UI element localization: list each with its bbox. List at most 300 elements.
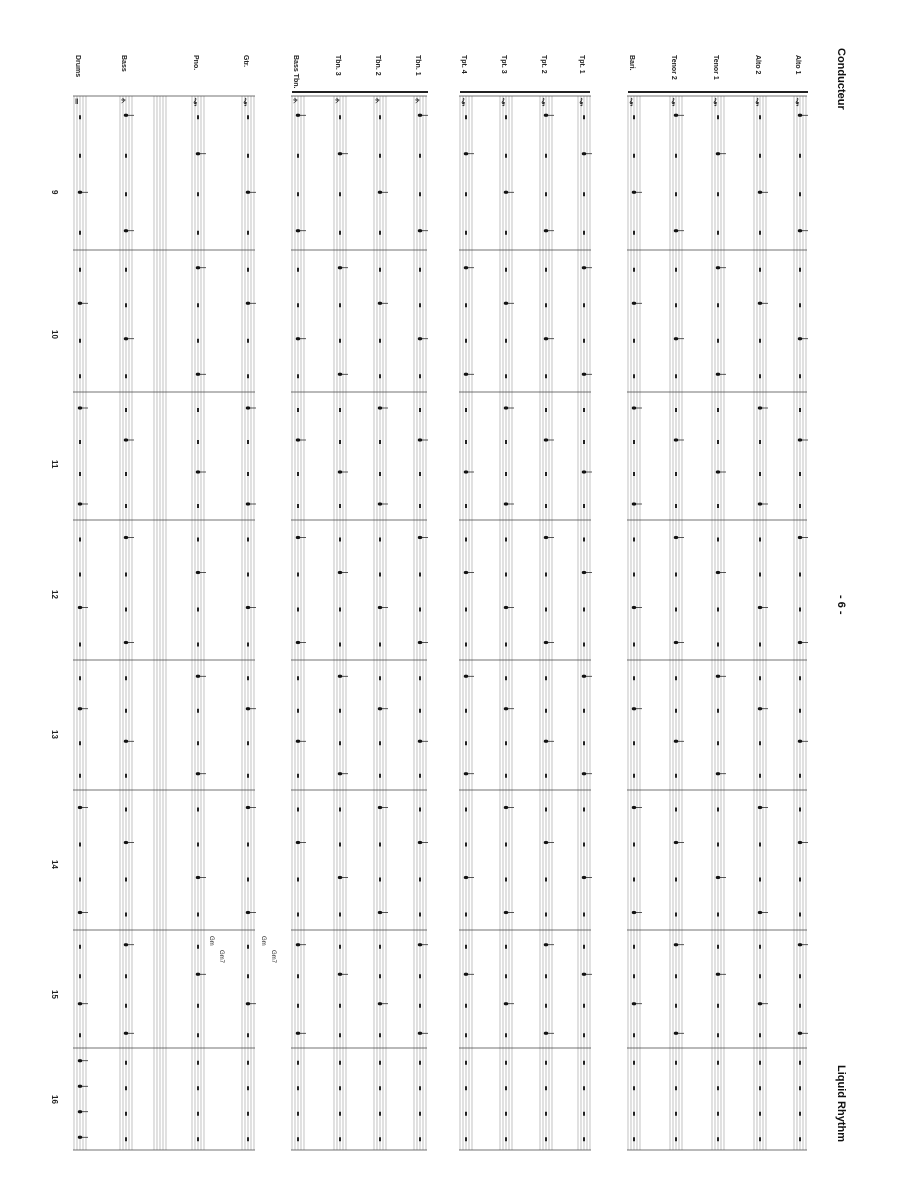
- staff-label: Alto 1: [794, 55, 801, 75]
- notehead: [716, 266, 720, 269]
- rest-mark: [79, 741, 81, 745]
- notehead: [78, 911, 82, 914]
- rest-mark: [799, 608, 801, 612]
- rest-mark: [583, 709, 585, 713]
- rest-mark: [799, 408, 801, 412]
- rest-mark: [799, 472, 801, 476]
- notehead: [246, 1002, 250, 1005]
- rest-mark: [379, 440, 381, 444]
- notehead: [758, 911, 762, 914]
- notehead: [504, 806, 508, 809]
- rest-mark: [79, 774, 81, 778]
- staff-label: Tpt. 2: [540, 55, 547, 74]
- rest-mark: [717, 115, 719, 119]
- notehead: [464, 266, 468, 269]
- rest-mark: [197, 1137, 199, 1141]
- rest-mark: [505, 374, 507, 378]
- rest-mark: [505, 268, 507, 272]
- rest-mark: [505, 538, 507, 542]
- notehead: [674, 229, 678, 232]
- rest-mark: [545, 709, 547, 713]
- rest-mark: [297, 408, 299, 412]
- rest-mark: [419, 573, 421, 577]
- rest-mark: [799, 774, 801, 778]
- rest-mark: [545, 676, 547, 680]
- notehead: [758, 502, 762, 505]
- rest-mark: [379, 843, 381, 847]
- rest-mark: [79, 1033, 81, 1037]
- notehead: [674, 641, 678, 644]
- rest-mark: [583, 440, 585, 444]
- notehead: [582, 571, 586, 574]
- notehead: [418, 229, 422, 232]
- clef-icon: 𝄞: [193, 99, 198, 106]
- rest-mark: [759, 472, 761, 476]
- rest-mark: [465, 1137, 467, 1141]
- rest-mark: [545, 913, 547, 917]
- rest-mark: [197, 1061, 199, 1065]
- notehead: [124, 229, 128, 232]
- notehead: [296, 1032, 300, 1035]
- notehead: [798, 114, 802, 117]
- rest-mark: [79, 573, 81, 577]
- notehead: [124, 841, 128, 844]
- rest-mark: [419, 878, 421, 882]
- rest-mark: [247, 115, 249, 119]
- rest-mark: [675, 374, 677, 378]
- rest-mark: [339, 808, 341, 812]
- rest-mark: [675, 808, 677, 812]
- rest-mark: [675, 709, 677, 713]
- notehead: [504, 1002, 508, 1005]
- rest-mark: [545, 974, 547, 978]
- rest-mark: [633, 1086, 635, 1090]
- rest-mark: [247, 339, 249, 343]
- rest-mark: [717, 945, 719, 949]
- notehead: [418, 536, 422, 539]
- rest-mark: [583, 1086, 585, 1090]
- rest-mark: [633, 774, 635, 778]
- rest-mark: [419, 303, 421, 307]
- rest-mark: [379, 1112, 381, 1116]
- clef-icon: 𝄢: [121, 99, 126, 106]
- rest-mark: [419, 1086, 421, 1090]
- notehead: [246, 406, 250, 409]
- rest-mark: [197, 192, 199, 196]
- rest-mark: [297, 303, 299, 307]
- rest-mark: [247, 1033, 249, 1037]
- measure-number: 16: [50, 1095, 59, 1104]
- rest-mark: [465, 608, 467, 612]
- rest-mark: [379, 154, 381, 158]
- rest-mark: [545, 808, 547, 812]
- rest-mark: [339, 741, 341, 745]
- rest-mark: [125, 504, 127, 508]
- notehead: [296, 740, 300, 743]
- notehead: [716, 152, 720, 155]
- notehead: [544, 841, 548, 844]
- rest-mark: [339, 1137, 341, 1141]
- notehead: [674, 337, 678, 340]
- rest-mark: [197, 1004, 199, 1008]
- rest-mark: [465, 538, 467, 542]
- rest-mark: [799, 878, 801, 882]
- rest-mark: [125, 154, 127, 158]
- rest-mark: [505, 472, 507, 476]
- notes-layer: [78, 114, 808, 1142]
- clef-icon: 𝄞: [713, 99, 718, 106]
- rest-mark: [247, 945, 249, 949]
- notehead: [544, 740, 548, 743]
- rest-mark: [379, 573, 381, 577]
- rest-mark: [125, 1112, 127, 1116]
- rest-mark: [419, 504, 421, 508]
- rest-mark: [545, 504, 547, 508]
- rest-mark: [675, 1112, 677, 1116]
- staff-label: Pno.: [192, 55, 199, 71]
- measure-number: 9: [50, 190, 59, 195]
- rest-mark: [505, 676, 507, 680]
- chord-symbol: Gm: [260, 936, 266, 946]
- rest-mark: [633, 843, 635, 847]
- rest-mark: [339, 1033, 341, 1037]
- rest-mark: [297, 374, 299, 378]
- rest-mark: [247, 440, 249, 444]
- rest-mark: [339, 192, 341, 196]
- rest-mark: [339, 1004, 341, 1008]
- rest-mark: [717, 808, 719, 812]
- rest-mark: [339, 339, 341, 343]
- rest-mark: [717, 440, 719, 444]
- rest-mark: [633, 974, 635, 978]
- rest-mark: [297, 573, 299, 577]
- rest-mark: [799, 268, 801, 272]
- notehead: [544, 536, 548, 539]
- rest-mark: [379, 1086, 381, 1090]
- notehead: [338, 152, 342, 155]
- rest-mark: [799, 504, 801, 508]
- rest-mark: [583, 538, 585, 542]
- rest-mark: [505, 741, 507, 745]
- notehead: [716, 373, 720, 376]
- rest-mark: [79, 115, 81, 119]
- rest-mark: [717, 504, 719, 508]
- rest-mark: [247, 1112, 249, 1116]
- staff-label: Tbn. 2: [374, 55, 381, 76]
- rest-mark: [197, 339, 199, 343]
- notehead: [196, 571, 200, 574]
- notehead: [716, 973, 720, 976]
- notehead: [196, 152, 200, 155]
- notehead: [78, 406, 82, 409]
- rest-mark: [759, 231, 761, 235]
- rest-mark: [339, 1086, 341, 1090]
- notehead: [582, 470, 586, 473]
- rest-mark: [247, 154, 249, 158]
- notehead: [338, 675, 342, 678]
- rest-mark: [465, 945, 467, 949]
- rest-mark: [247, 774, 249, 778]
- staff-15: [120, 96, 132, 1150]
- rest-mark: [297, 192, 299, 196]
- notehead: [544, 114, 548, 117]
- rest-mark: [633, 154, 635, 158]
- rest-mark: [759, 440, 761, 444]
- rest-mark: [759, 643, 761, 647]
- rest-mark: [633, 1061, 635, 1065]
- rest-mark: [197, 1033, 199, 1037]
- rest-mark: [379, 974, 381, 978]
- rest-mark: [465, 231, 467, 235]
- notehead: [418, 943, 422, 946]
- rest-mark: [505, 1112, 507, 1116]
- rest-mark: [197, 843, 199, 847]
- rest-mark: [583, 339, 585, 343]
- rest-mark: [505, 573, 507, 577]
- rest-mark: [247, 974, 249, 978]
- rest-mark: [583, 1061, 585, 1065]
- notehead: [78, 1085, 82, 1088]
- notehead: [296, 943, 300, 946]
- rest-mark: [799, 974, 801, 978]
- rest-mark: [79, 268, 81, 272]
- rest-mark: [297, 154, 299, 158]
- notehead: [78, 806, 82, 809]
- rest-mark: [419, 408, 421, 412]
- rest-mark: [465, 408, 467, 412]
- rest-mark: [545, 154, 547, 158]
- rest-mark: [583, 643, 585, 647]
- rest-mark: [545, 774, 547, 778]
- rest-mark: [339, 843, 341, 847]
- notehead: [196, 266, 200, 269]
- rest-mark: [505, 878, 507, 882]
- measure-number: 10: [50, 330, 59, 339]
- rest-mark: [633, 741, 635, 745]
- rest-mark: [465, 808, 467, 812]
- rest-mark: [465, 1061, 467, 1065]
- rest-mark: [759, 1112, 761, 1116]
- notehead: [246, 302, 250, 305]
- rest-mark: [197, 115, 199, 119]
- rest-mark: [545, 573, 547, 577]
- clef-icon: 𝄢: [375, 99, 380, 106]
- rest-mark: [675, 676, 677, 680]
- notehead: [338, 470, 342, 473]
- rest-mark: [379, 878, 381, 882]
- notehead: [758, 606, 762, 609]
- rest-mark: [717, 709, 719, 713]
- chord-symbol: Gm7: [218, 950, 224, 964]
- notehead: [504, 302, 508, 305]
- rest-mark: [675, 1137, 677, 1141]
- rest-mark: [79, 472, 81, 476]
- rest-mark: [79, 538, 81, 542]
- notehead: [798, 536, 802, 539]
- clef-icon: 𝄞: [671, 99, 676, 106]
- rest-mark: [717, 1112, 719, 1116]
- rest-mark: [759, 843, 761, 847]
- rest-mark: [675, 303, 677, 307]
- rest-mark: [247, 676, 249, 680]
- rest-mark: [633, 268, 635, 272]
- notehead: [544, 641, 548, 644]
- notehead: [418, 641, 422, 644]
- rest-mark: [505, 1086, 507, 1090]
- staff-label: Tenor 2: [670, 55, 677, 80]
- rest-mark: [465, 1004, 467, 1008]
- rest-mark: [583, 608, 585, 612]
- notehead: [78, 191, 82, 194]
- chord-symbol: Gm: [208, 936, 214, 946]
- notehead: [296, 841, 300, 844]
- rest-mark: [545, 408, 547, 412]
- notehead: [504, 606, 508, 609]
- notehead: [196, 876, 200, 879]
- staff-labels-layer: [74, 55, 801, 89]
- rest-mark: [197, 709, 199, 713]
- rest-mark: [297, 1061, 299, 1065]
- clef-icon: ‖: [75, 99, 79, 106]
- notehead: [632, 406, 636, 409]
- notehead: [418, 337, 422, 340]
- rest-mark: [125, 408, 127, 412]
- notehead: [338, 772, 342, 775]
- rest-mark: [247, 741, 249, 745]
- notehead: [632, 911, 636, 914]
- notehead: [378, 191, 382, 194]
- rest-mark: [505, 1137, 507, 1141]
- notehead: [78, 302, 82, 305]
- rest-mark: [379, 774, 381, 778]
- rest-mark: [297, 774, 299, 778]
- rest-mark: [505, 231, 507, 235]
- notehead: [418, 841, 422, 844]
- rest-mark: [379, 741, 381, 745]
- rest-mark: [297, 1112, 299, 1116]
- notehead: [544, 229, 548, 232]
- rest-mark: [799, 808, 801, 812]
- rest-mark: [717, 1033, 719, 1037]
- rest-mark: [465, 339, 467, 343]
- notehead: [674, 114, 678, 117]
- notehead: [544, 943, 548, 946]
- rest-mark: [339, 408, 341, 412]
- rest-mark: [675, 408, 677, 412]
- notehead: [464, 470, 468, 473]
- notehead: [124, 740, 128, 743]
- rest-mark: [419, 192, 421, 196]
- rest-mark: [379, 676, 381, 680]
- notehead: [196, 973, 200, 976]
- clef-icon: 𝄢: [415, 99, 420, 106]
- rest-mark: [759, 974, 761, 978]
- rest-mark: [125, 808, 127, 812]
- notehead: [78, 502, 82, 505]
- rest-mark: [717, 192, 719, 196]
- rest-mark: [247, 268, 249, 272]
- notehead: [246, 806, 250, 809]
- rest-mark: [675, 192, 677, 196]
- notehead: [674, 841, 678, 844]
- rest-mark: [247, 878, 249, 882]
- notehead: [504, 191, 508, 194]
- rest-mark: [799, 709, 801, 713]
- notehead: [798, 841, 802, 844]
- clef-icon: 𝄞: [755, 99, 760, 106]
- rest-mark: [545, 268, 547, 272]
- notehead: [296, 114, 300, 117]
- rest-mark: [675, 573, 677, 577]
- rest-mark: [545, 1086, 547, 1090]
- notehead: [632, 707, 636, 710]
- notehead: [464, 373, 468, 376]
- rest-mark: [297, 709, 299, 713]
- rest-mark: [505, 974, 507, 978]
- rest-mark: [545, 374, 547, 378]
- notehead: [758, 406, 762, 409]
- rest-mark: [339, 608, 341, 612]
- rest-mark: [419, 709, 421, 713]
- rest-mark: [197, 1112, 199, 1116]
- notehead: [78, 1136, 82, 1139]
- rest-mark: [419, 154, 421, 158]
- rest-mark: [583, 808, 585, 812]
- rest-mark: [583, 504, 585, 508]
- rest-mark: [297, 878, 299, 882]
- notehead: [504, 406, 508, 409]
- notehead: [632, 502, 636, 505]
- rest-mark: [125, 913, 127, 917]
- rest-mark: [759, 573, 761, 577]
- rest-mark: [675, 774, 677, 778]
- notehead: [296, 337, 300, 340]
- rest-mark: [717, 608, 719, 612]
- rest-mark: [759, 1137, 761, 1141]
- rest-mark: [339, 231, 341, 235]
- clef-icon: 𝄞: [579, 99, 584, 106]
- rest-mark: [419, 268, 421, 272]
- rest-mark: [379, 1033, 381, 1037]
- rest-mark: [759, 339, 761, 343]
- rest-mark: [675, 1061, 677, 1065]
- notehead: [674, 536, 678, 539]
- notehead: [418, 438, 422, 441]
- notehead: [758, 302, 762, 305]
- notehead: [78, 1002, 82, 1005]
- rest-mark: [799, 913, 801, 917]
- staff-label: Drums: [74, 55, 81, 78]
- rest-mark: [799, 1112, 801, 1116]
- staff-0: [794, 96, 806, 1150]
- rest-mark: [197, 303, 199, 307]
- rest-mark: [675, 878, 677, 882]
- notehead: [378, 911, 382, 914]
- clef-icon: 𝄞: [629, 99, 634, 106]
- rest-mark: [717, 339, 719, 343]
- rest-mark: [125, 1086, 127, 1090]
- notehead: [716, 876, 720, 879]
- staff-2: [712, 96, 724, 1150]
- rest-mark: [197, 913, 199, 917]
- staff-label: Bari.: [628, 55, 635, 71]
- clef-icon: 𝄢: [335, 99, 340, 106]
- rest-mark: [583, 1112, 585, 1116]
- rest-mark: [465, 709, 467, 713]
- notehead: [716, 772, 720, 775]
- notehead: [296, 641, 300, 644]
- rest-mark: [759, 268, 761, 272]
